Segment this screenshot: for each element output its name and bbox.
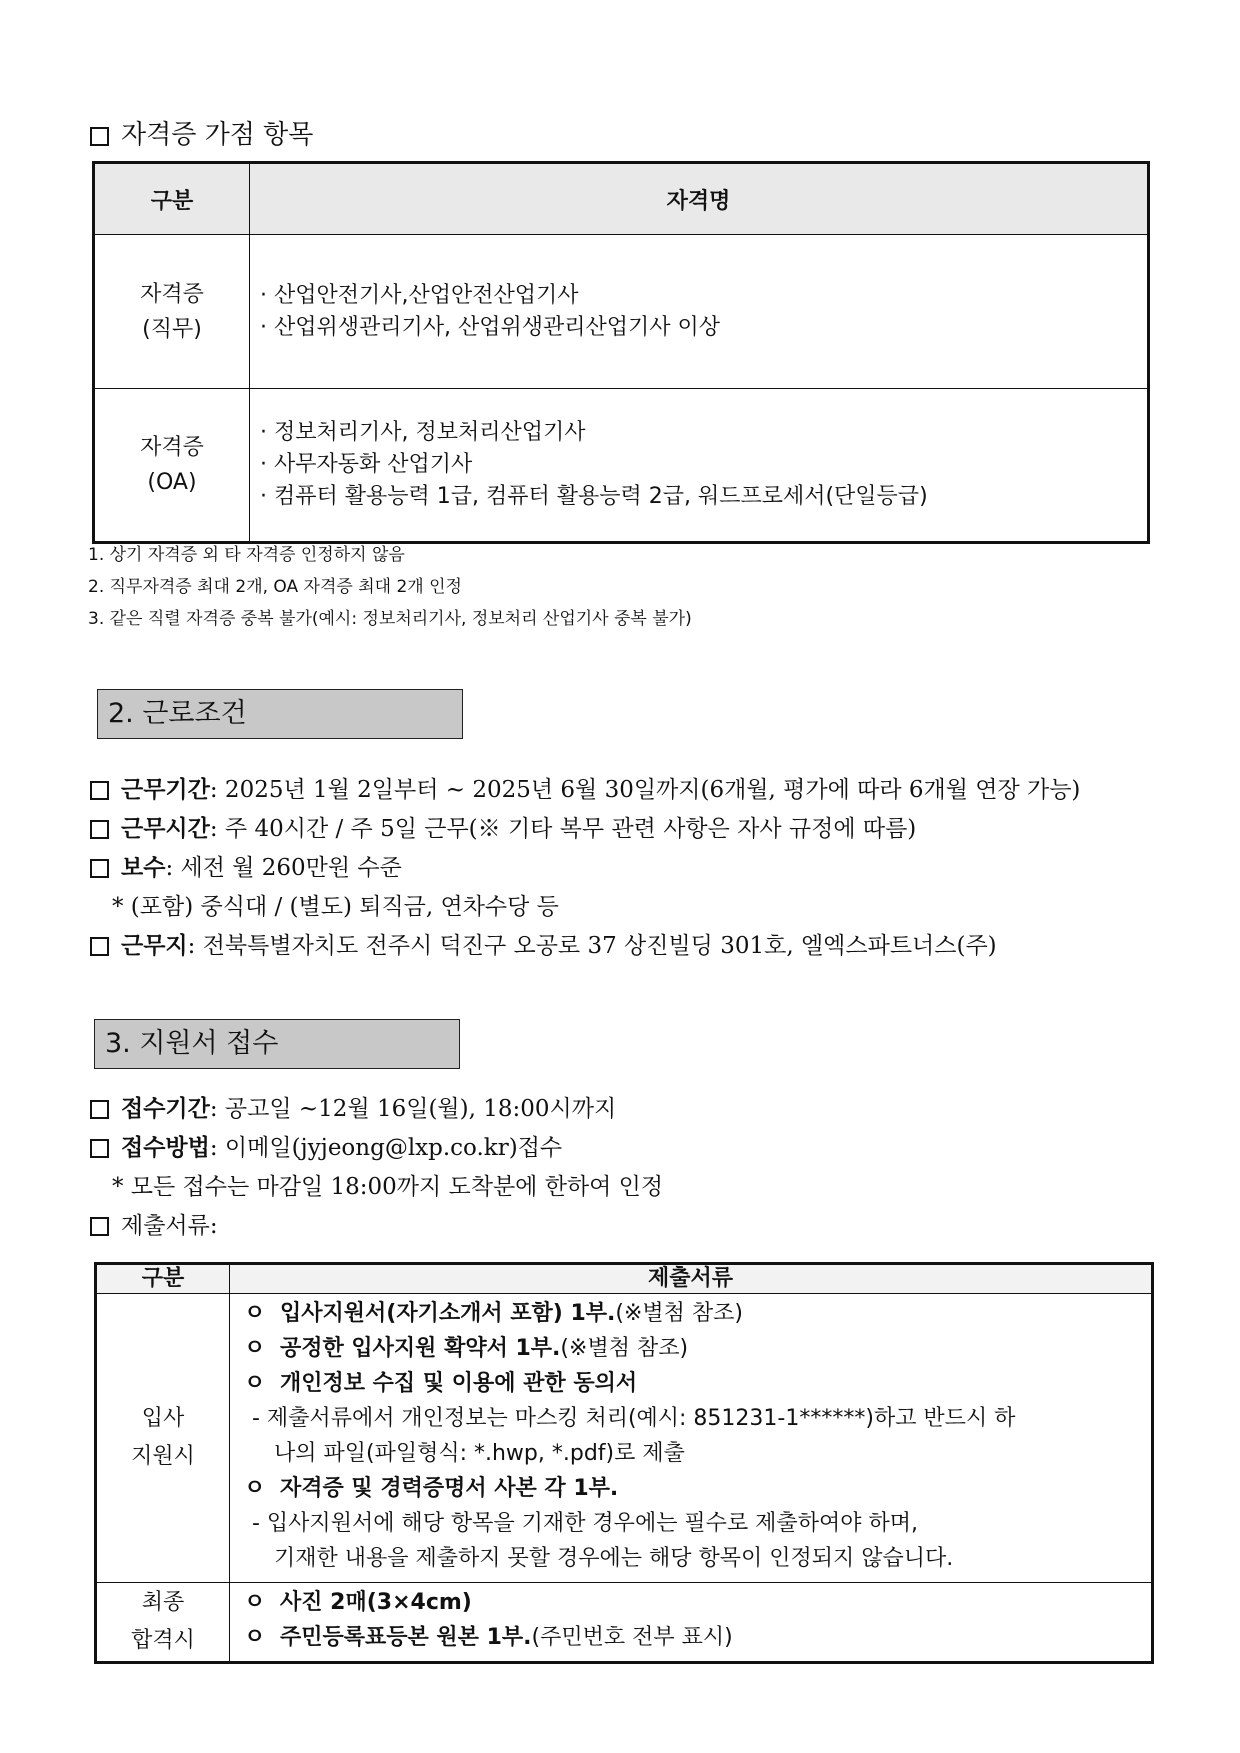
doc-item-note: (주민번호 전부 표시) [531, 1625, 733, 1650]
checkbox-icon [90, 820, 109, 839]
cert-note-1: 1. 상기 자격증 외 타 자격증 인정하지 않음 [88, 545, 405, 565]
docs-label: 제출서류: [121, 1213, 218, 1239]
section3-title: 3. 지원서 접수 [94, 1019, 460, 1069]
docs-header-category: 구분 [96, 1264, 230, 1294]
checkbox-icon [90, 1139, 109, 1158]
checkbox-icon [90, 937, 109, 956]
pay-value: : 세전 월 260만원 수준 [165, 855, 402, 881]
docs-table-header [96, 1264, 1153, 1294]
work-place-label: 근무지 [121, 932, 188, 959]
work-period-label: 근무기간 [121, 776, 210, 803]
docs-header-docs: 제출서류 [230, 1264, 1153, 1294]
cert-row-job [94, 235, 1149, 389]
work-period-line [90, 771, 1080, 804]
cert-item: · 산업위생관리기사, 산업위생관리산업기사 이상 [260, 314, 721, 340]
docs-row-final-items [230, 1583, 1153, 1663]
apply-method-value: : 이메일(jyjeong@lxp.co.kr)접수 [209, 1135, 563, 1161]
checkbox-icon [90, 1100, 109, 1119]
cert-item: · 사무자동화 산업기사 [260, 452, 473, 477]
docs-table [94, 1262, 1154, 1664]
apply-method-label: 접수방법 [121, 1134, 210, 1161]
category-line2: 지원시 [131, 1444, 195, 1469]
docs-row-apply [96, 1294, 1153, 1583]
category-line1: 자격증 [140, 281, 204, 307]
doc-item-title: 공정한 입사지원 확약서 1부. [280, 1336, 561, 1361]
doc-item [244, 1296, 1143, 1331]
cert-note-3: 3. 같은 직렬 자격증 중복 불가(예시: 정보처리기사, 정보처리 산업기사 중복 불가) [88, 609, 692, 629]
doc-item-title: 입사지원서(자기소개서 포함) 1부. [280, 1301, 616, 1326]
cert-note-2: 2. 직무자격증 최대 2개, OA 자격증 최대 2개 인정 [88, 577, 462, 597]
pay-note: * (포함) 중식대 / (별도) 퇴직금, 연차수당 등 [112, 894, 559, 920]
pay-label: 보수 [121, 854, 166, 881]
category-line2: (OA) [147, 470, 197, 495]
bullet-icon: ㅇ [244, 1371, 266, 1396]
doc-item [244, 1620, 1143, 1655]
apply-method-line [90, 1129, 562, 1162]
checkbox-icon [90, 859, 109, 878]
doc-item-detail: - 제출서류에서 개인정보는 마스킹 처리(예시: 851231-1******)하고 반드시 하 [252, 1406, 1016, 1431]
checkbox-icon [90, 781, 109, 800]
cert-section-title-text: 자격증 가점 항목 [121, 120, 314, 150]
category-line1: 최종 [141, 1590, 185, 1615]
pay-line [90, 849, 402, 882]
bullet-icon: ㅇ [244, 1590, 266, 1615]
doc-item-note: (※별첨 참조) [560, 1336, 689, 1361]
checkbox-icon [90, 127, 109, 146]
cert-item: · 컴퓨터 활용능력 1급, 컴퓨터 활용능력 2급, 워드프로세서(단일등급) [260, 484, 928, 509]
doc-item-title: 개인정보 수집 및 이용에 관한 동의서 [280, 1371, 638, 1396]
apply-period-label: 접수기간 [121, 1095, 210, 1122]
doc-item [244, 1585, 1143, 1620]
category-line2: (직무) [142, 316, 202, 342]
work-hours-value: : 주 40시간 / 주 5일 근무(※ 기타 복무 관련 사항은 자사 규정에 따름) [209, 816, 917, 842]
cert-item: · 정보처리기사, 정보처리산업기사 [260, 420, 586, 445]
cert-row-job-category [94, 235, 250, 389]
doc-item-detail: 기재한 내용을 제출하지 못할 경우에는 해당 항목이 인정되지 않습니다. [274, 1546, 954, 1571]
doc-item [244, 1471, 1143, 1506]
bullet-icon: ㅇ [244, 1625, 266, 1650]
docs-row-apply-category [96, 1294, 230, 1583]
category-line1: 입사 [141, 1406, 185, 1431]
doc-item-detail: - 입사지원서에 해당 항목을 기재한 경우에는 필수로 제출하여야 하며, [252, 1511, 918, 1536]
docs-line [90, 1207, 218, 1240]
cert-item: · 산업안전기사,산업안전산업기사 [260, 282, 579, 308]
bullet-icon: ㅇ [244, 1301, 266, 1326]
work-place-value: : 전북특별자치도 전주시 덕진구 오공로 37 상진빌딩 301호, 엘엑스파트너스(주) [187, 933, 997, 959]
doc-item-title: 주민등록표등본 원본 1부. [280, 1625, 532, 1650]
work-hours-label: 근무시간 [121, 815, 210, 842]
doc-item [244, 1366, 1143, 1401]
cert-row-job-items [250, 235, 1149, 389]
doc-item-note: (※별첨 참조) [615, 1301, 743, 1326]
cert-section-title [90, 114, 313, 151]
work-place-line [90, 927, 997, 960]
bullet-icon: ㅇ [244, 1336, 266, 1361]
work-period-value: : 2025년 1월 2일부터 ~ 2025년 6월 30일까지(6개월, 평가에 따라 6개월 연장 가능) [209, 777, 1081, 803]
category-line1: 자격증 [140, 435, 204, 460]
docs-row-final [96, 1583, 1153, 1663]
docs-row-apply-items [230, 1294, 1153, 1583]
doc-item [244, 1331, 1143, 1366]
bullet-icon: ㅇ [244, 1476, 266, 1501]
work-hours-line [90, 810, 916, 843]
doc-item-detail: 나의 파일(파일형식: *.hwp, *.pdf)로 제출 [274, 1441, 685, 1466]
cert-row-oa-items [250, 389, 1149, 543]
doc-item-title: 자격증 및 경력증명서 사본 각 1부. [280, 1476, 619, 1501]
checkbox-icon [90, 1217, 109, 1236]
apply-method-note: * 모든 접수는 마감일 18:00까지 도착분에 한하여 인정 [112, 1174, 664, 1200]
cert-row-oa [94, 389, 1149, 543]
cert-header-name: 자격명 [250, 163, 1149, 235]
cert-row-oa-category [94, 389, 250, 543]
cert-table [92, 161, 1150, 544]
apply-period-value: : 공고일 ~12월 16일(월), 18:00시까지 [209, 1096, 617, 1122]
doc-item-title: 사진 2매(3×4cm) [280, 1590, 472, 1615]
section2-title: 2. 근로조건 [97, 689, 463, 739]
cert-header-category: 구분 [94, 163, 250, 235]
docs-row-final-category [96, 1583, 230, 1663]
apply-period-line [90, 1090, 616, 1123]
category-line2: 합격시 [131, 1628, 195, 1653]
cert-table-header [94, 163, 1149, 235]
